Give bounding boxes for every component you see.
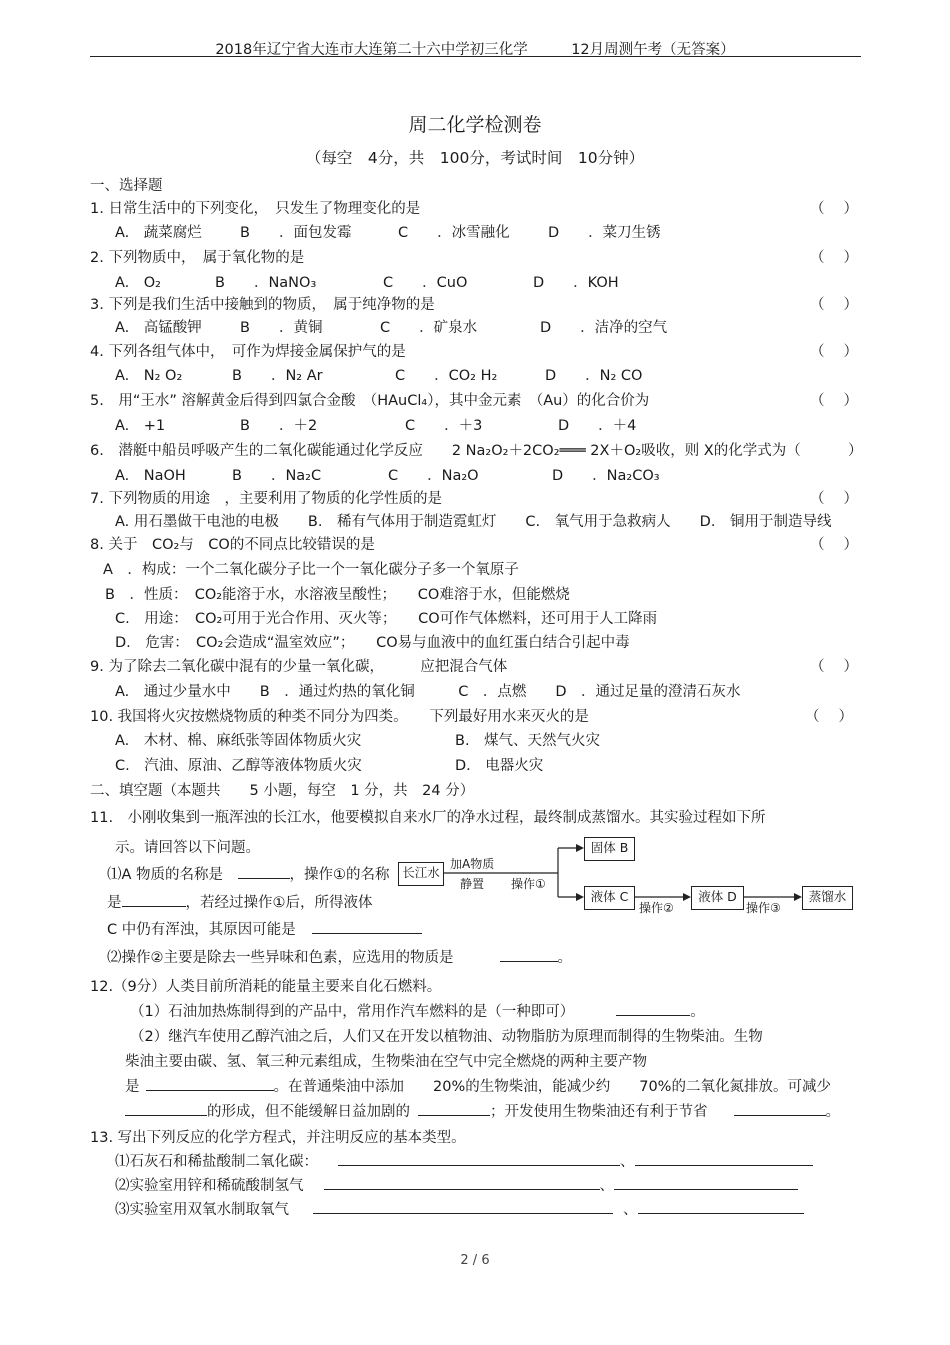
option-c: C. 汽油、原油、乙醇等液体物质火灾 — [115, 758, 362, 774]
question-13-item3: ⑶实验室用双氧水制取氧气 、 — [115, 1198, 804, 1219]
question-11-part2: ⑵操作②主要是除去一些异味和色素，应选用的物质是 。 — [107, 946, 572, 967]
op1-label: 操作① — [511, 877, 546, 891]
liquid-c-box: 液体 C — [584, 886, 635, 910]
page-header: 2018年辽宁省大连市大连第二十六中学初三化学 12月周测午考（无答案） — [215, 42, 735, 58]
question-5-stem: 5. 用“王水” 溶解黄金后得到四氯合金酸 （HAuCl₄），其中金元素 （Au）的化合价为 — [90, 393, 650, 409]
option-c: C. 用途： CO₂可用于光合作用、灭火等； CO可作气体燃料，还可用于人工降雨 — [115, 611, 658, 627]
question-11-line2: 示。请回答以下问题。 — [115, 840, 260, 856]
settle-label: 静置 — [460, 877, 485, 891]
question-12-line1: 12.（9分）人类目前所消耗的能量主要来自化石燃料。 — [90, 979, 442, 995]
option-b: B. 煤气、天然气火灾 — [455, 733, 601, 749]
op2-label: 操作② — [639, 901, 674, 915]
option-d: D. 危害： CO₂会造成“温室效应”； CO易与血液中的血红蛋白结合引起中毒 — [115, 635, 630, 651]
question-10-stem: 10. 我国将火灾按燃烧物质的种类不同分为四类。 下列最好用水来灭火的是 — [90, 709, 589, 725]
section-heading-fill: 二、填空题（本题共 5 小题，每空 1 分，共 24 分） — [90, 783, 475, 799]
option-b: B ．性质： CO₂能溶于水，水溶液呈酸性； CO难溶于水，但能燃烧 — [105, 587, 570, 603]
op3-label: 操作③ — [746, 901, 781, 915]
question-1-stem: 1. 日常生活中的下列变化， 只发生了物理变化的是 — [90, 201, 421, 217]
question-6-stem: 6. 潜艇中船员呼吸产生的二氧化碳能通过化学反应 2 Na₂O₂＋2CO₂═══ 2X＋O₂吸收，则 X的化学式为（ — [90, 443, 801, 459]
option-b: B ．面包发霉 — [240, 225, 352, 241]
question-13-item1: ⑴石灰石和稀盐酸制二氧化碳： 、 — [115, 1150, 813, 1171]
question-12-part1: （1）石油加热炼制得到的产品中，常用作汽车燃料的是（一种即可） 。 — [130, 1000, 705, 1021]
option-b: B ．NaNO₃ — [215, 275, 317, 291]
distilled-water-box: 蒸馏水 — [802, 886, 853, 910]
question-11-part1: ⑴A 物质的名称是 ，操作①的名称 — [107, 863, 390, 884]
option-a: A. NaOH — [115, 468, 186, 484]
solid-b-box: 固体 B — [584, 837, 635, 861]
question-7-stem: 7. 下列物质的用途 ，主要利用了物质的化学性质的是 — [90, 491, 442, 507]
option-b: B ．N₂ Ar — [232, 368, 323, 384]
question-8-stem: 8. 关于 CO₂与 CO的不同点比较错误的是 — [90, 537, 375, 553]
option-d: D ．KOH — [533, 275, 619, 291]
option-c: C ．矿泉水 — [380, 320, 478, 336]
option-b: B ．＋2 — [240, 418, 318, 434]
question-3-stem: 3. 下列是我们生活中接触到的物质， 属于纯净物的是 — [90, 297, 435, 313]
option-d: D ．洁净的空气 — [540, 320, 668, 336]
option-a: A. +1 — [115, 418, 166, 434]
question-13-item2: ⑵实验室用锌和稀硫酸制氢气 、 — [115, 1174, 798, 1195]
option-c: C ．CuO — [383, 275, 468, 291]
question-2-stem: 2. 下列物质中， 属于氧化物的是 — [90, 250, 305, 266]
exam-subtitle: （每空 4分，共 100分，考试时间 10分钟） — [305, 149, 645, 167]
exam-title: 周二化学检测卷 — [408, 114, 542, 136]
option-d: D ．Na₂CO₃ — [552, 468, 660, 484]
question-12-part2-line4: 的形成，但不能缓解日益加剧的 ；开发使用生物柴油还有利于节省 。 — [125, 1100, 840, 1121]
page-number: 2 / 6 — [460, 1253, 490, 1268]
add-a-label: 加A物质 — [450, 857, 495, 871]
section-heading-choice: 一、选择题 — [90, 178, 163, 194]
option-a: A. 蔬菜腐烂 — [115, 225, 202, 241]
option-c: C ．＋3 — [405, 418, 483, 434]
option-a: A. 木材、棉、麻纸张等固体物质火灾 — [115, 733, 362, 749]
question-13-stem: 13. 写出下列反应的化学方程式，并注明反应的基本类型。 — [90, 1130, 466, 1146]
liquid-d-box: 液体 D — [691, 886, 744, 910]
option-c: C ．Na₂O — [388, 468, 479, 484]
question-11-line1: 11. 小刚收集到一瓶浑浊的长江水，他要模拟自来水厂的净水过程，最终制成蒸馏水。其实验过程如下所 — [90, 810, 766, 826]
option-c: C ．CO₂ H₂ — [395, 368, 498, 384]
answer-bracket-close: ） — [848, 443, 863, 459]
option-d: D ．N₂ CO — [545, 368, 643, 384]
question-11-part1-reason: C 中仍有浑浊，其原因可能是 — [107, 918, 422, 939]
question-7-options: A. 用石墨做干电池的电极 B. 稀有气体用于制造霓虹灯 C. 氧气用于急救病人 D. 铜用于制造导线 — [115, 514, 832, 530]
option-a: A ．构成：一个二氧化碳分子比一个一氧化碳分子多一个氧原子 — [103, 562, 519, 578]
question-9-options: A. 通过少量水中 B ．通过灼热的氧化铜 C ．点燃 D ．通过足量的澄清石灰水 — [115, 684, 741, 700]
river-water-box: 长江水 — [398, 862, 444, 886]
option-b: B ．黄铜 — [240, 320, 323, 336]
question-12-part2-line2: 柴油主要由碳、氢、氧三种元素组成，生物柴油在空气中完全燃烧的两种主要产物 — [125, 1054, 647, 1070]
option-a: A. 高锰酸钾 — [115, 320, 202, 336]
option-d: D. 电器火灾 — [455, 758, 544, 774]
option-a: A. N₂ O₂ — [115, 368, 183, 384]
option-c: C ．冰雪融化 — [398, 225, 510, 241]
question-12-part2-line1: （2）继汽车使用乙醇汽油之后，人们又在开发以植物油、动物脂肪为原理而制得的生物柴油。生物 — [130, 1029, 763, 1045]
option-a: A. O₂ — [115, 275, 161, 291]
option-b: B ．Na₂C — [232, 468, 322, 484]
question-4-stem: 4. 下列各组气体中， 可作为焊接金属保护气的是 — [90, 344, 406, 360]
option-d: D ．＋4 — [558, 418, 637, 434]
question-11-part1-cont: 是 ，若经过操作①后，所得液体 — [107, 891, 373, 912]
option-d: D ．菜刀生锈 — [548, 225, 661, 241]
question-9-stem: 9. 为了除去二氧化碳中混有的少量一氧化碳， 应把混合气体 — [90, 659, 508, 675]
question-12-part2-line3: 是 。在普通柴油中添加 20%的生物柴油，能减少约 70%的二氧化氮排放。可减少 — [125, 1075, 831, 1096]
